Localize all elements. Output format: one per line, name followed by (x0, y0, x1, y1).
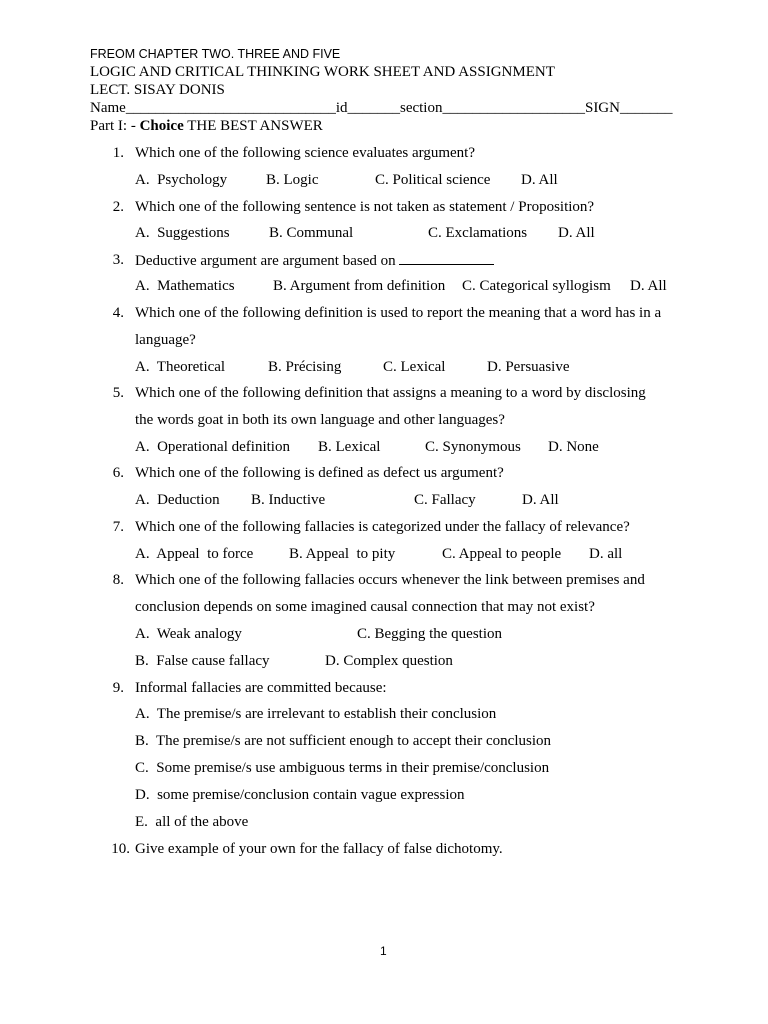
worksheet-title: LOGIC AND CRITICAL THINKING WORK SHEET AND ASSIGNMENT (90, 64, 555, 80)
answer-option: D. None (548, 439, 599, 455)
part-prefix: Part I: - (90, 118, 140, 134)
answer-option: D. Persuasive (487, 359, 570, 375)
answer-option: B. Communal (269, 225, 354, 241)
answer-option: E. all of the above (135, 814, 249, 830)
question-text: Which one of the following definition that assigns a meaning to a word by disclosing (135, 385, 646, 401)
question-text: Which one of the following is defined as defect us argument? (135, 465, 504, 481)
answer-option: D. Complex question (325, 653, 453, 669)
question-text: Which one of the following fallacies is categorized under the fallacy of relevance? (135, 519, 630, 535)
question-number: 1. (112, 145, 124, 161)
answer-option: A. Mathematics (135, 278, 235, 294)
question-text: the words goat in both its own language and other languages? (135, 412, 505, 428)
answer-option: C. Synonymous (425, 439, 521, 455)
question-number: 6. (112, 465, 124, 481)
answer-option: B. Lexical (318, 439, 381, 455)
answer-option: B. Appeal to pity (289, 546, 396, 562)
answer-option: C. Lexical (383, 359, 446, 375)
question-number: 7. (112, 519, 124, 535)
question-text: Which one of the following definition is used to report the meaning that a word has in a (135, 305, 662, 321)
lecturer-name: LECT. SISAY DONIS (90, 82, 225, 98)
chapter-line: FREOM CHAPTER TWO. THREE AND FIVE (90, 47, 341, 61)
answer-option: A. Appeal to force (135, 546, 254, 562)
answer-option: D. all (589, 546, 623, 562)
answer-option: B. Argument from definition (273, 278, 446, 294)
question-text: conclusion depends on some imagined causal connection that may not exist? (135, 599, 595, 615)
question-number: 4. (112, 305, 124, 321)
answer-option: C. Categorical syllogism (462, 278, 611, 294)
answer-option: D. All (630, 278, 667, 294)
answer-option: B. Logic (266, 172, 319, 188)
question-number: 10. (111, 841, 130, 857)
answer-option: A. Suggestions (135, 225, 230, 241)
student-fields-line: Name____________________________id_______section___________________SIGN_______ (90, 100, 673, 116)
answer-option: A. Psychology (135, 172, 228, 188)
answer-option: A. Theoretical (135, 359, 226, 375)
answer-option: C. Exclamations (428, 225, 528, 241)
answer-option: A. The premise/s are irrelevant to establish their conclusion (135, 706, 497, 722)
question-text: Which one of the following science evaluates argument? (135, 145, 476, 161)
answer-option: D. All (558, 225, 595, 241)
answer-option: C. Political science (375, 172, 491, 188)
question-text: Which one of the following sentence is not taken as statement / Proposition? (135, 199, 595, 215)
part-heading (90, 118, 323, 135)
answer-option: C. Appeal to people (442, 546, 562, 562)
answer-option: A. Deduction (135, 492, 220, 508)
answer-option: D. All (522, 492, 559, 508)
question-text: Informal fallacies are committed because: (135, 680, 387, 696)
answer-option: A. Operational definition (135, 439, 290, 455)
question-number: 3. (112, 252, 124, 268)
answer-option: C. Fallacy (414, 492, 476, 508)
question-text: Deductive argument are argument based on (135, 252, 494, 270)
answer-option: B. Précising (268, 359, 342, 375)
part-suffix: THE BEST ANSWER (183, 118, 323, 134)
answer-option: D. some premise/conclusion contain vague expression (135, 787, 465, 803)
question-text: language? (135, 332, 196, 348)
answer-option: C. Some premise/s use ambiguous terms in their premise/conclusion (135, 760, 550, 776)
question-number: 2. (112, 199, 124, 215)
page-number: 1 (380, 944, 387, 958)
answer-option: A. Weak analogy (135, 626, 242, 642)
answer-blank (399, 252, 494, 265)
question-number: 9. (112, 680, 124, 696)
question-number: 5. (112, 385, 124, 401)
answer-option: B. The premise/s are not sufficient enough to accept their conclusion (135, 733, 551, 749)
question-text: Give example of your own for the fallacy of false dichotomy. (135, 841, 503, 857)
part-bold: Choice (139, 118, 184, 134)
answer-option: B. False cause fallacy (135, 653, 270, 669)
question-number: 8. (112, 572, 124, 588)
question-text: Which one of the following fallacies occurs whenever the link between premises and (135, 572, 645, 588)
answer-option: B. Inductive (251, 492, 326, 508)
answer-option: C. Begging the question (357, 626, 502, 642)
answer-option: D. All (521, 172, 558, 188)
